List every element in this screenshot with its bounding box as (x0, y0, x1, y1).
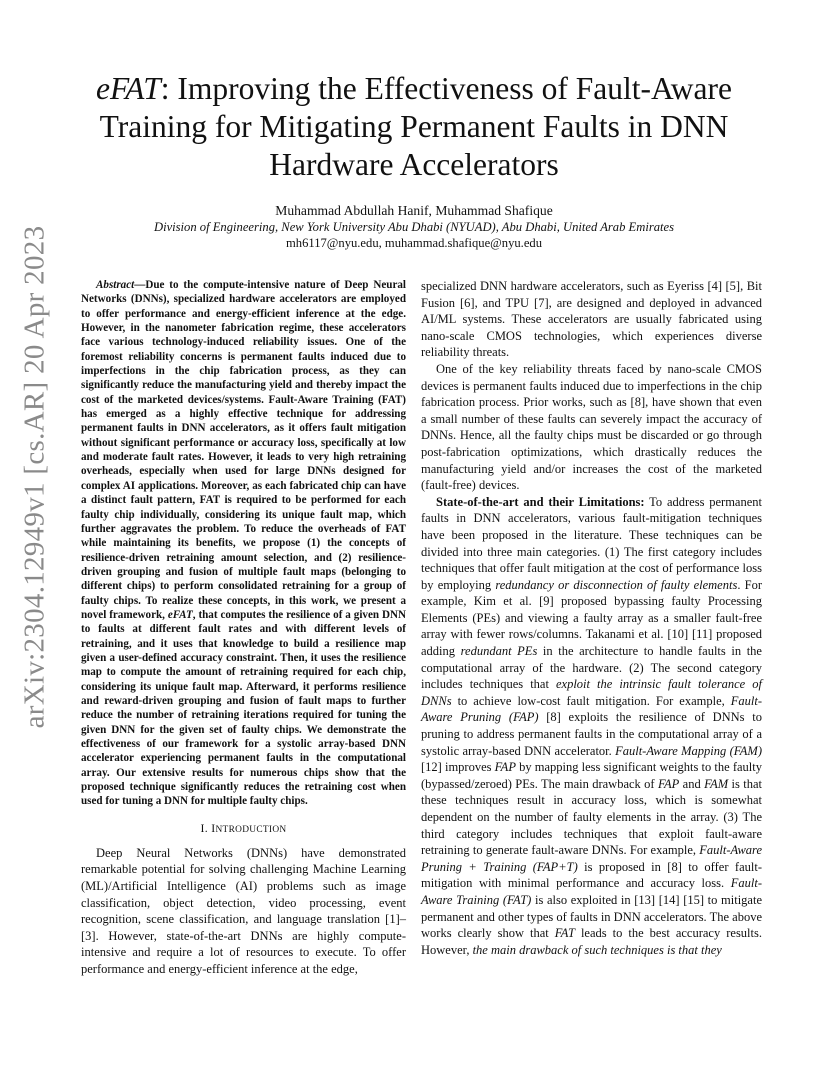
sota-emphasis: FAM (704, 776, 729, 791)
abstract-text-1: Due to the compute-intensive nature of Deep Neural Networks (DNNs), specialized hardware accelerators are employed to offer performance and energy-efficient inference at the edge. However, in the nanometer fabrication regime, these accelerators face various technology-induced reliability issues. One of the foremost reliability concerns is permanent faults induced due to imperfections in the chip fabrication process, as they can significantly reduce the manufacturing yield and thereby impact the cost of the marketed devices/systems. Fault-Aware Training (FAT) has emerged as a highly effective technique for addressing permanent faults in DNN accelerators, as it offers fault mitigation without significant performance or accuracy loss, specifically at low and moderate fault rates. However, it leads to very high retraining overheads, especially when used for large DNNs designed for complex AI applications. Moreover, as each fabricated chip can have a distinct fault pattern, FAT is required to be performed for each faulty chip individually, considering its unique fault map, which further aggravates the problem. To reduce the overheads of FAT while maintaining its benefits, we propose (1) the concepts of resilience-driven retraining amount selection, and (2) resilience-driven grouping and fusion of multiple fault maps (belonging to different chips) to perform consolidated retraining for a group of faulty chips. To realize these concepts, in this work, we present a novel framework, (81, 279, 406, 621)
sota-emphasis: redundancy or disconnection of faulty elements (495, 577, 738, 592)
sota-emphasis: Fault-Aware Pruning (FAP) (421, 693, 762, 725)
sota-text: is that these techniques result in accuracy loss, which is somewhat dependent on the number of faulty elements in the array. (3) The third category includes techniques that exploit fault-aware retraining to generate fault-aware DNNs. For example, (421, 776, 762, 858)
sota-text: is proposed in [8] to offer fault-mitigation with minimal performance and accuracy loss. (421, 859, 762, 891)
sota-text: by mapping less significant weights to the faulty (bypassed/zeroed) PEs. The main drawback of (421, 760, 762, 791)
section-heading-introduction (81, 821, 406, 836)
sota-emphasis: FAT (554, 926, 575, 941)
sota-text: leads to the best accuracy results. However, (421, 926, 762, 957)
sota-emphasis: Fault-Aware Mapping (FAM) (615, 743, 762, 758)
title-line-1: : Improving the Effectiveness of Fault-Aware (160, 71, 732, 106)
title-acronym: eFAT (96, 71, 161, 106)
sota-emphasis: the main drawback of such techniques is that they (472, 942, 722, 957)
intro-paragraph: Deep Neural Networks (DNNs) have demonstrated remarkable potential for solving challenging Machine Learning (ML)/Artificial Intelligence (AI) problems such as image classification, object detection, video processing, event recognition, scene classification, and language translation [1]–[3]. However, state-of-the-art DNNs are highly compute-intensive and require a lot of resources to execute. To offer performance and energy-efficient inference at the edge, (81, 845, 406, 976)
sota-text: . For example, Kim et al. [9] proposed bypassing faulty Processing Elements (PEs) and viewing a faulty array as a smaller fault-free array with fewer rows/columns. Takanami et al. [10] [11] proposed adding (421, 577, 763, 659)
sota-emphasis: redundant PEs (460, 644, 538, 659)
sota-text: and (679, 776, 705, 791)
title-line-3: Hardware Accelerators (269, 147, 559, 182)
author-emails: mh6117@nyu.edu, muhammad.shafique@nyu.edu (285, 236, 543, 250)
sota-text: to achieve low-cost fault mitigation. For example, (451, 693, 731, 708)
left-column (81, 278, 406, 977)
abstract-label: Abstract (96, 279, 135, 291)
sota-emphasis: exploit the intrinsic fault tolerance of DNNs (421, 677, 762, 708)
paper-title (70, 70, 758, 184)
sota-emphasis: Fault-Aware Pruning + Training (FAP+T) (421, 843, 762, 874)
sota-emphasis: Fault-Aware Training (FAT) (421, 876, 762, 907)
intro-paragraph-continued: specialized DNN hardware accelerators, such as Eyeriss [4] [5], Bit Fusion [6], and TPU [7], are designed and deployed in advanced AI/ML systems. These accelerators are usually fabricated using nano-scale CMOS technologies, which experiences diverse reliability threats. (421, 279, 762, 360)
affiliation: Division of Engineering, New York University Abu Dhabi (NYUAD), Abu Dhabi, United Arab Emirates (153, 220, 675, 234)
section-title-initial: I (211, 820, 216, 835)
abstract-text-2: , that computes the resilience of a given DNN to faults at different fault rates and with different levels of retraining, and it uses that knowledge to build a resilience map given a user-defined accuracy constraint. Then, it uses the resilience map to compute the amount of retraining required for each chip, considering its unique fault map. Afterward, it performs resilience and reward-driven grouping and fusion of fault maps to further reduce the number of retraining iterations required for tuning the given DNN for the given set of faulty chips. We demonstrate the effectiveness of our framework for a systolic array-based DNN accelerator experiencing permanent faults in the computational array. Our extensive results for numerous chips show that the proposed technique significantly reduces the retraining cost when used for tuning a DNN for multiple faulty chips. (81, 608, 406, 808)
author-list: Muhammad Abdullah Hanif, Muhammad Shafique (275, 203, 553, 218)
state-of-the-art-paragraph (421, 494, 762, 959)
section-title-rest: NTRODUCTION (215, 824, 287, 835)
sota-text: [12] improves (421, 760, 495, 775)
sota-text: in the architecture to handle faults in the computational array of the hardware. (2) The second category includes techniques that (421, 644, 762, 692)
paragraph-heading: State-of-the-art and their Limitations: (436, 494, 645, 509)
arxiv-identifier: arXiv:2304.12949v1 [cs.AR] 20 Apr 2023 (18, 225, 51, 729)
reliability-paragraph: One of the key reliability threats faced by nano-scale CMOS devices is permanent faults induced due to imperfections in the chip fabrication process. Prior works, such as [8], have shown that even a small number of these faults can severely impact the accuracy of DNNs. Hence, all the faulty chips must be discarded or go through post-fabrication optimizations, which drastically reduces the manufacturing yield and/or increases the cost of the marketed (fault-free) devices. (421, 361, 762, 493)
sota-text: is also exploited in [13] [14] [15] to mitigate permanent and other types of faults in DNN accelerators. The above works clearly show that (421, 892, 763, 941)
title-line-2: Training for Mitigating Permanent Faults in DNN (99, 109, 729, 144)
sota-emphasis: FAP (657, 776, 680, 791)
right-column (421, 278, 762, 958)
sota-text: [8] exploits the resilience of DNNs to pruning to address permanent faults in the computational array of a systolic array-based DNN accelerator. (421, 710, 762, 758)
abstract-framework-name: eFAT (167, 608, 193, 621)
sota-emphasis: FAP (494, 760, 516, 775)
abstract-dash: — (134, 279, 146, 291)
section-number: I. (200, 820, 212, 835)
abstract (81, 278, 406, 809)
sota-text: To address permanent faults in DNN accelerators, various fault-mitigation techniques have been proposed in the literature. These techniques can be divided into three main categories. (1) The first category includes techniques that offer fault mitigation at the cost of performance loss by employing (421, 494, 762, 592)
